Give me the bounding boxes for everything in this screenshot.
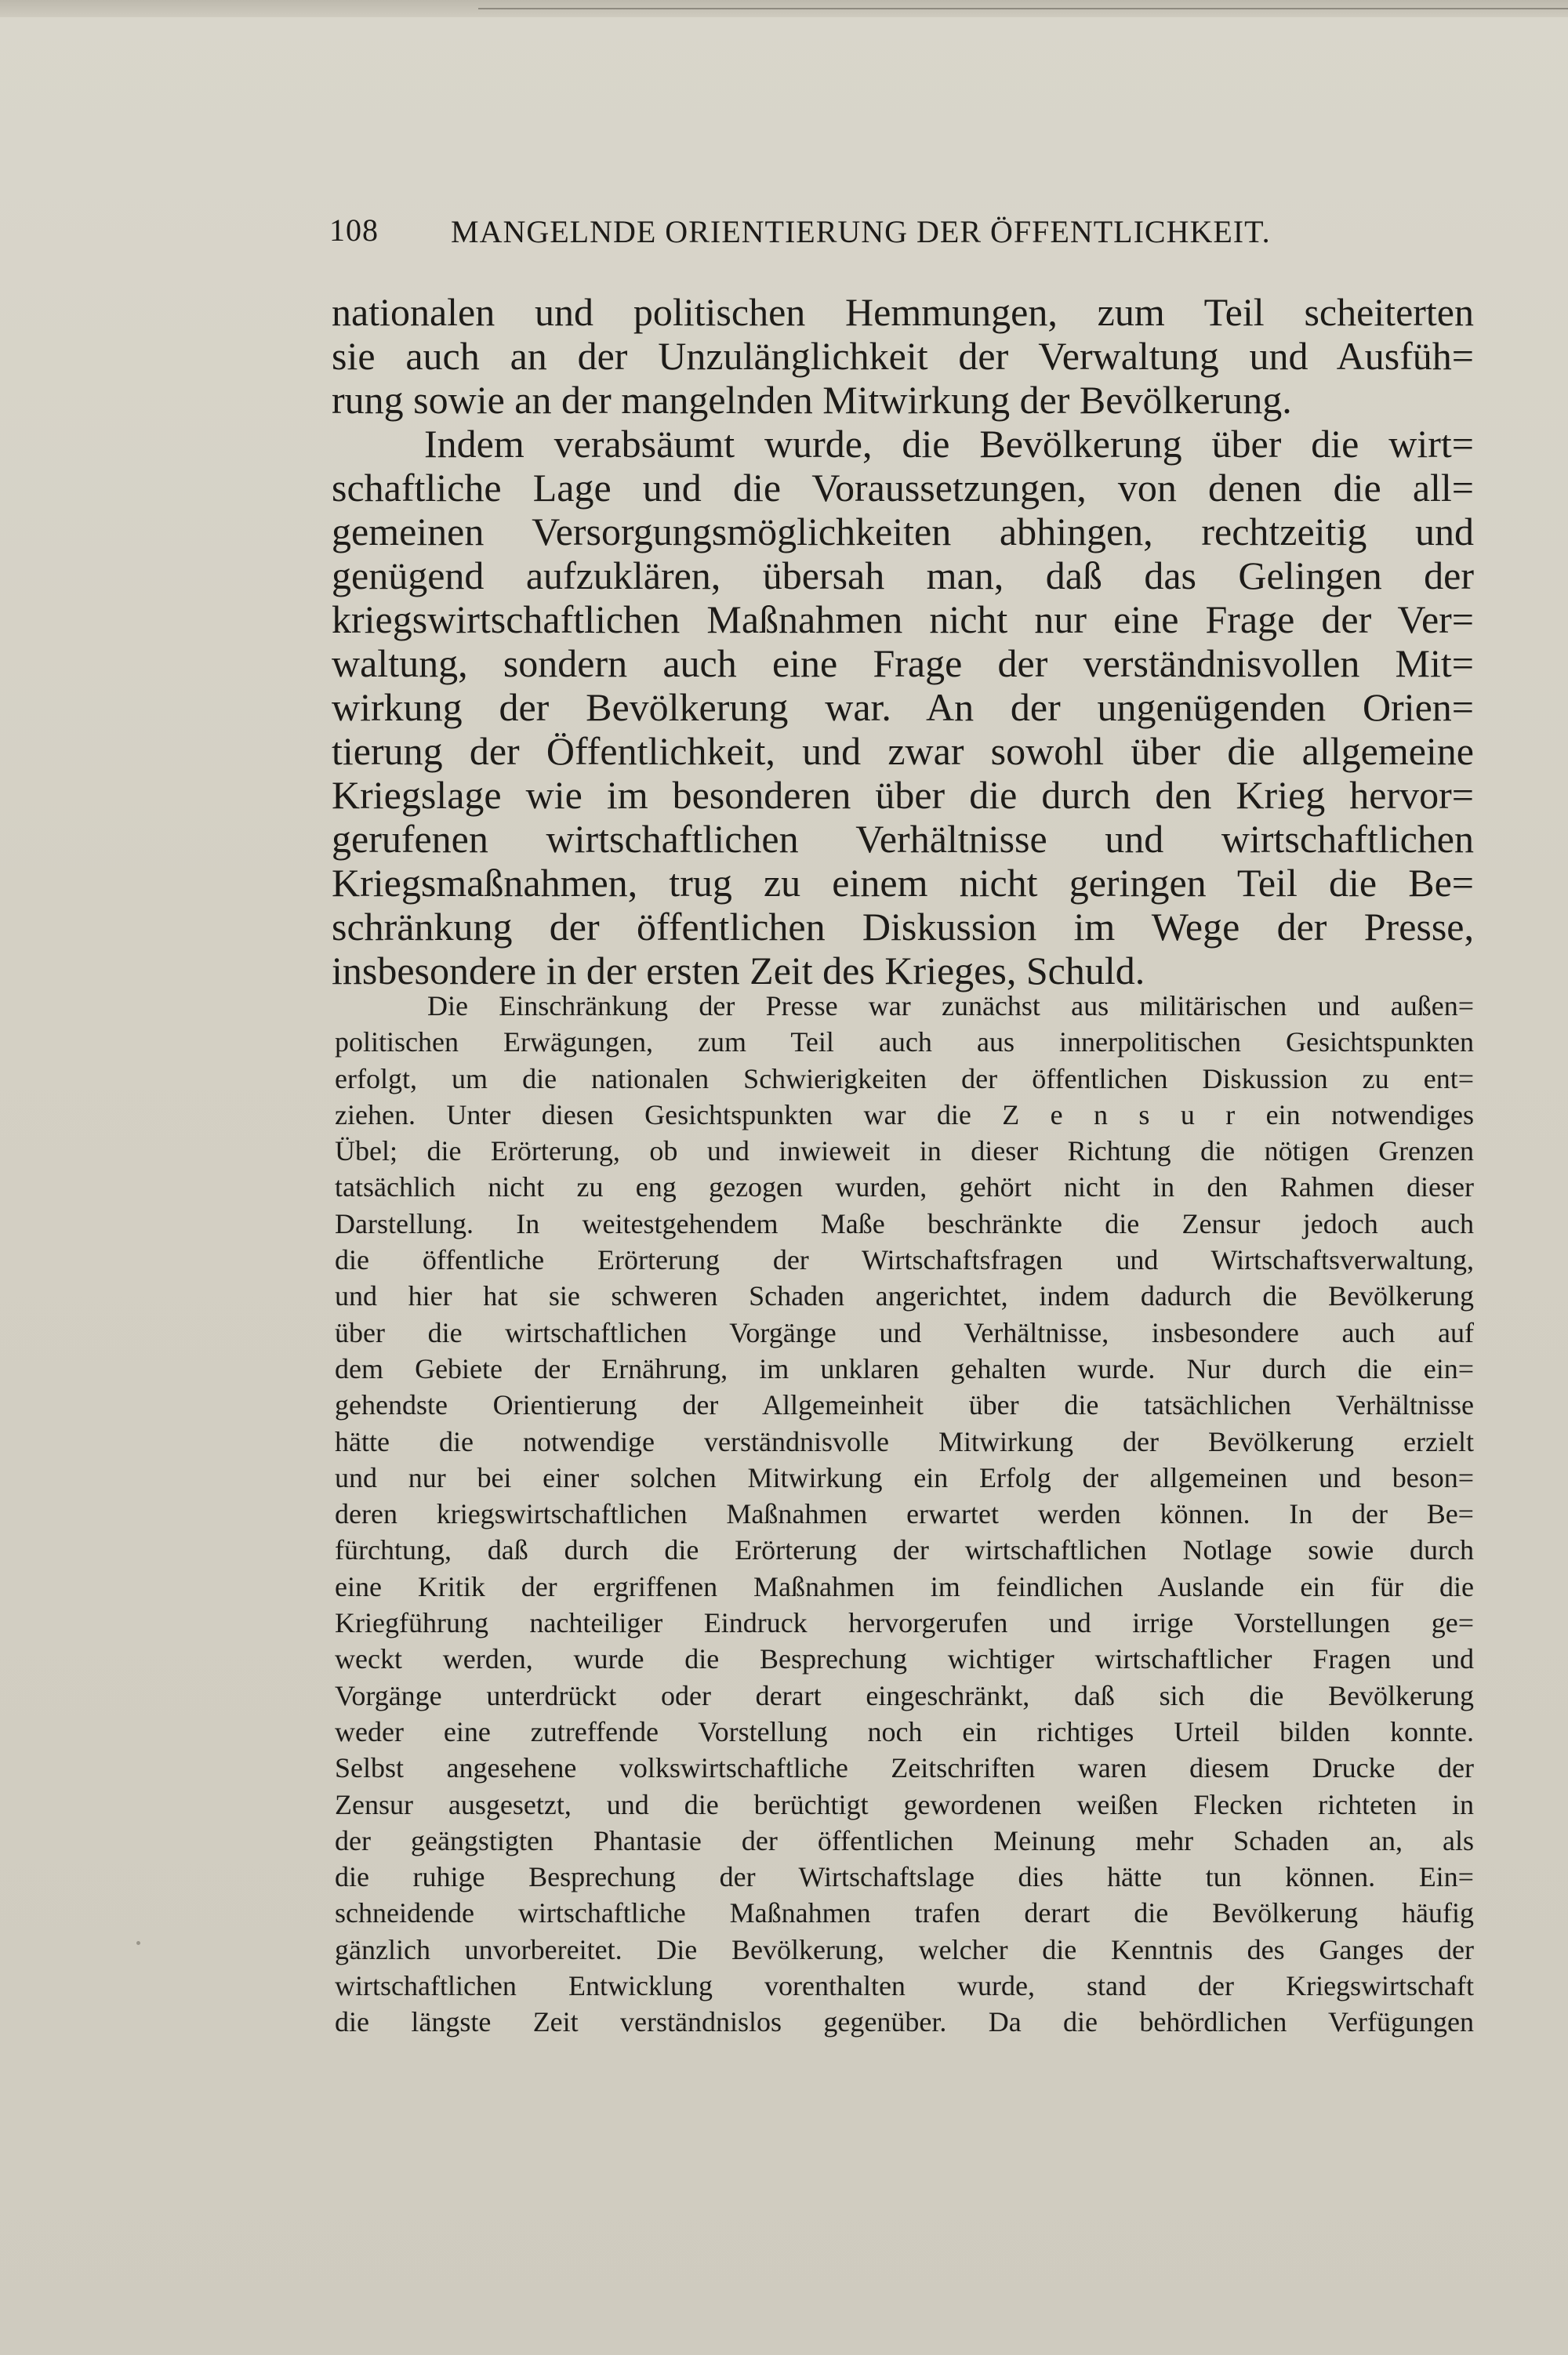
note-line: erfolgt, um die nationalen Schwierigkeiten der öffentlichen Diskussion zu ent= xyxy=(335,1062,1474,1094)
note-line: Die Einschränkung der Presse war zunächst aus militärischen und außen= xyxy=(427,990,1474,1021)
note-line: die öffentliche Erörterung der Wirtschaftsfragen und Wirtschaftsverwaltung, xyxy=(335,1244,1474,1276)
main-line: rung sowie an der mangelnden Mitwirkung der Bevölkerung. xyxy=(332,378,1292,422)
main-text-block xyxy=(332,290,1474,992)
note-line: hätte die notwendige verständnisvolle Mitwirkung der Bevölkerung erzielt xyxy=(335,1425,1474,1457)
main-line: Kriegslage wie im besonderen über die durch den Krieg hervor= xyxy=(332,773,1474,817)
note-line: wirtschaftlichen Entwicklung vorenthalten wurde, stand der Kriegswirtschaft xyxy=(335,1970,1474,2002)
note-line: deren kriegswirtschaftlichen Maßnahmen erwartet werden können. In der Be= xyxy=(335,1498,1474,1530)
main-line: kriegswirtschaftlichen Maßnahmen nicht nur eine Frage der Ver= xyxy=(332,597,1474,641)
main-line: nationalen und politischen Hemmungen, zum Teil scheiterten xyxy=(332,290,1474,334)
note-line: weder eine zutreffende Vorstellung noch ein richtiges Urteil bilden konnte. xyxy=(335,1715,1474,1747)
main-line: waltung, sondern auch eine Frage der verständnisvollen Mit= xyxy=(332,641,1474,685)
note-line: die längste Zeit verständnislos gegenüber. Da die behördlichen Verfügungen xyxy=(335,2006,1474,2038)
note-line: politischen Erwägungen, zum Teil auch aus innerpolitischen Gesichtspunkten xyxy=(335,1026,1474,1058)
page-number: 108 xyxy=(329,212,379,248)
note-line: Übel; die Erörterung, ob und inwieweit in dieser Richtung die nötigen Grenzen xyxy=(335,1135,1474,1167)
note-line: und nur bei einer solchen Mitwirkung ein Erfolg der allgemeinen und beson= xyxy=(335,1461,1474,1493)
note-line: und hier hat sie schweren Schaden angerichtet, indem dadurch die Bevölkerung xyxy=(335,1280,1474,1312)
main-line: genügend aufzuklären, übersah man, daß das Gelingen der xyxy=(332,553,1474,597)
main-line: Indem verabsäumt wurde, die Bevölkerung über die wirt= xyxy=(424,422,1474,466)
note-line: Vorgänge unterdrückt oder derart eingeschränkt, daß sich die Bevölkerung xyxy=(335,1679,1474,1711)
main-line: gerufenen wirtschaftlichen Verhältnisse und wirtschaftlichen xyxy=(332,817,1474,861)
note-line: ziehen. Unter diesen Gesichtspunkten war die Z e n s u r ein notwendiges xyxy=(335,1098,1474,1130)
note-line: fürchtung, daß durch die Erörterung der wirtschaftlichen Notlage sowie durch xyxy=(335,1534,1474,1566)
note-line: Zensur ausgesetzt, und die berüchtigt gewordenen weißen Flecken richteten in xyxy=(335,1788,1474,1820)
note-line: über die wirtschaftlichen Vorgänge und Verhältnisse, insbesondere auch auf xyxy=(335,1316,1474,1348)
note-line: der geängstigten Phantasie der öffentlichen Meinung mehr Schaden an, als xyxy=(335,1824,1474,1856)
main-line: schränkung der öffentlichen Diskussion im Wege der Presse, xyxy=(332,905,1474,949)
note-line: dem Gebiete der Ernährung, im unklaren gehalten wurde. Nur durch die ein= xyxy=(335,1352,1474,1384)
main-line: gemeinen Versorgungsmöglichkeiten abhingen, rechtzeitig und xyxy=(332,510,1474,553)
note-line: die ruhige Besprechung der Wirtschaftslage dies hätte tun können. Ein= xyxy=(335,1861,1474,1893)
note-line: Darstellung. In weitestgehendem Maße beschränkte die Zensur jedoch auch xyxy=(335,1207,1474,1239)
note-text-block xyxy=(335,988,1474,2041)
top-rule xyxy=(478,8,1568,9)
paper-speck xyxy=(136,1941,140,1945)
main-line: insbesondere in der ersten Zeit des Krieges, Schuld. xyxy=(332,949,1145,992)
note-line: tatsächlich nicht zu eng gezogen wurden, gehört nicht in den Rahmen dieser xyxy=(335,1171,1474,1203)
note-line: schneidende wirtschaftliche Maßnahmen trafen derart die Bevölkerung häufig xyxy=(335,1897,1474,1929)
note-line: Selbst angesehene volkswirtschaftliche Zeitschriften waren diesem Drucke der xyxy=(335,1752,1474,1784)
note-line: gehendste Orientierung der Allgemeinheit über die tatsächlichen Verhältnisse xyxy=(335,1389,1474,1421)
note-line: eine Kritik der ergriffenen Maßnahmen im feindlichen Auslande ein für die xyxy=(335,1570,1474,1602)
running-header xyxy=(329,212,1474,259)
main-line: schaftliche Lage und die Voraussetzungen, von denen die all= xyxy=(332,466,1474,510)
note-line: gänzlich unvorbereitet. Die Bevölkerung, welcher die Kenntnis des Ganges der xyxy=(335,1933,1474,1965)
main-line: sie auch an der Unzulänglichkeit der Verwaltung und Ausfüh= xyxy=(332,334,1474,378)
note-line: weckt werden, wurde die Besprechung wichtiger wirtschaftlicher Fragen und xyxy=(335,1643,1474,1675)
main-line: Kriegsmaßnahmen, trug zu einem nicht geringen Teil die Be= xyxy=(332,861,1474,905)
note-line: Kriegführung nachteiliger Eindruck hervorgerufen und irrige Vorstellungen ge= xyxy=(335,1607,1474,1639)
running-title: MANGELNDE ORIENTIERUNG DER ÖFFENTLICHKEIT. xyxy=(451,214,1271,249)
main-line: wirkung der Bevölkerung war. An der ungenügenden Orien= xyxy=(332,685,1474,729)
main-line: tierung der Öffentlichkeit, und zwar sowohl über die allgemeine xyxy=(332,729,1474,773)
